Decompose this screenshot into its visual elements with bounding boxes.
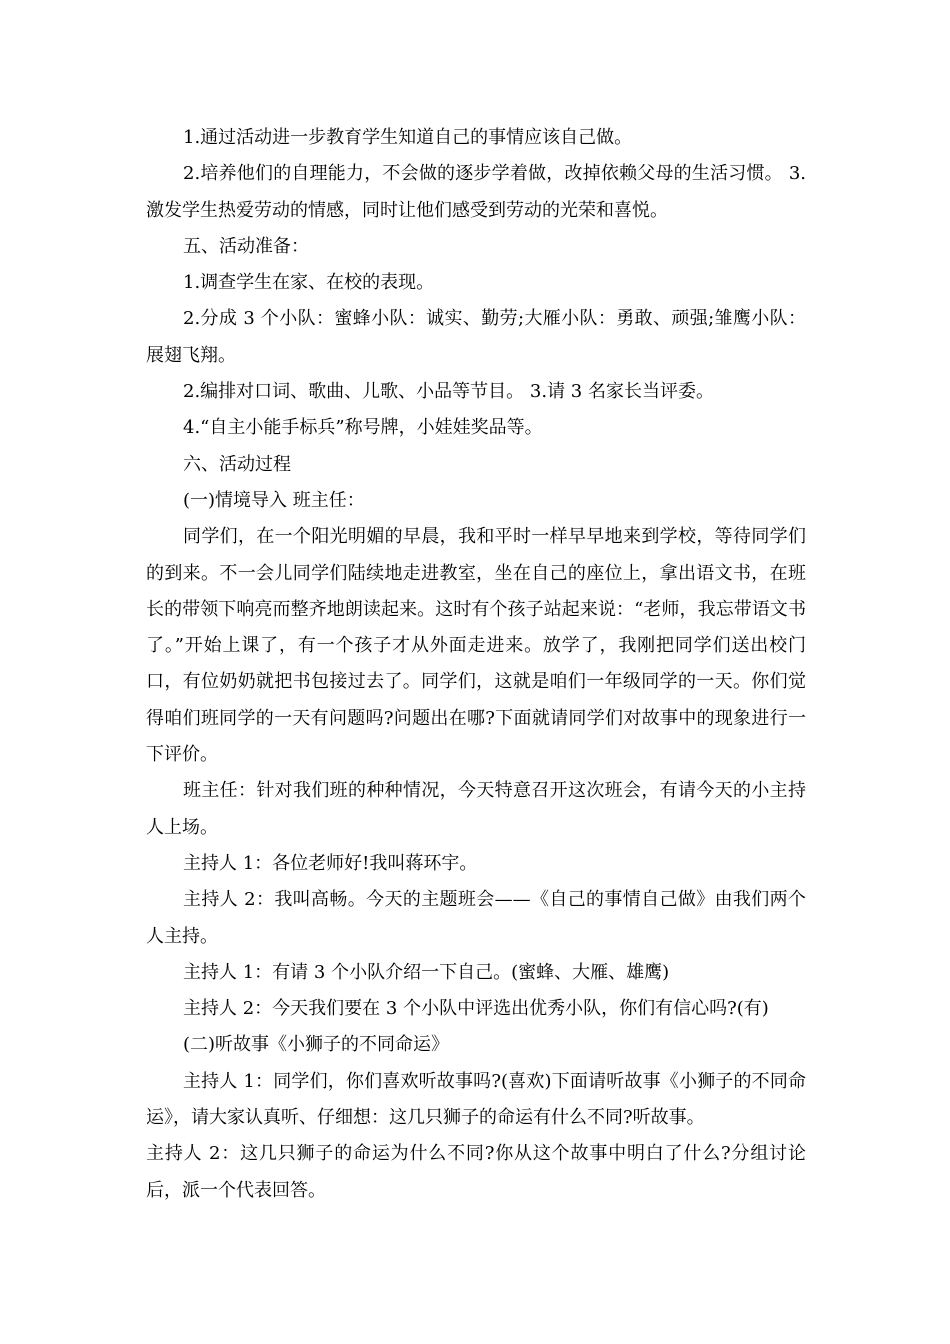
section-heading: 五、活动准备： (183, 235, 309, 257)
paragraph: 主持人 2：这几只狮子的命运为什么不同?你从这个故事中明白了什么?分组讨论后，派一个代表回答。 (146, 1143, 806, 1201)
paragraph: 主持人 2：今天我们要在 3 个小队中评选出优秀小队，你们有信心吗?(有) (183, 998, 769, 1020)
document-body (146, 120, 806, 1209)
paragraph: 主持人 1：同学们，你们喜欢听故事吗?(喜欢)下面请听故事《小狮子的不同命运》，请大家认真听、仔细想：这几只狮子的命运有什么不同?听故事。 (146, 1070, 806, 1129)
paragraph: 2.编排对口词、歌曲、儿歌、小品等节目。 3.请 3 名家长当评委。 (183, 381, 714, 403)
paragraph: 主持人 1：有请 3 个小队介绍一下自己。(蜜蜂、大雁、雄鹰) (183, 961, 670, 983)
paragraph: 同学们，在一个阳光明媚的早晨，我和平时一样早早地来到学校，等待同学们的到来。不一会儿同学们陆续地走进教室，坐在自己的座位上，拿出语文书，在班长的带领下响亮而整齐地朗读起来。这时有个孩子站起来说：“老师，我忘带语文书了。”开始上课了，有一个孩子才从外面走进来。放学了，我刚把同学们送出校门口，有位奶奶就把书包接过去了。同学们，这就是咱们一年级同学的一天。你们觉得咱们班同学的一天有问题吗?问题出在哪?下面就请同学们对故事中的现象进行一下评价。 (146, 526, 806, 766)
section-heading: 六、活动过程 (183, 453, 291, 475)
paragraph: 班主任：针对我们班的种种情况，今天特意召开这次班会，有请今天的小主持人上场。 (146, 780, 806, 838)
paragraph: 4.“自主小能手标兵”称号牌，小娃娃奖品等。 (183, 417, 543, 439)
paragraph: 2.培养他们的自理能力，不会做的逐步学着做，改掉依赖父母的生活习惯。 3.激发学生热爱劳动的情感，同时让他们感受到劳动的光荣和喜悦。 (146, 163, 806, 221)
paragraph: 2.分成 3 个小队：蜜蜂小队：诚实、勤劳;大雁小队：勇敢、顽强;雏鹰小队：展翅飞翔。 (146, 308, 806, 366)
subsection-heading: (一)情境导入 班主任： (183, 489, 365, 511)
paragraph: 主持人 1：各位老师好!我叫蒋环宇。 (183, 852, 478, 874)
paragraph: 1.调查学生在家、在校的表现。 (183, 272, 435, 294)
paragraph: 主持人 2：我叫高畅。今天的主题班会——《自己的事情自己做》由我们两个人主持。 (146, 889, 806, 947)
subsection-heading: (二)听故事《小狮子的不同命运》 (183, 1034, 450, 1056)
paragraph: 1.通过活动进一步教育学生知道自己的事情应该自己做。 (183, 127, 633, 148)
